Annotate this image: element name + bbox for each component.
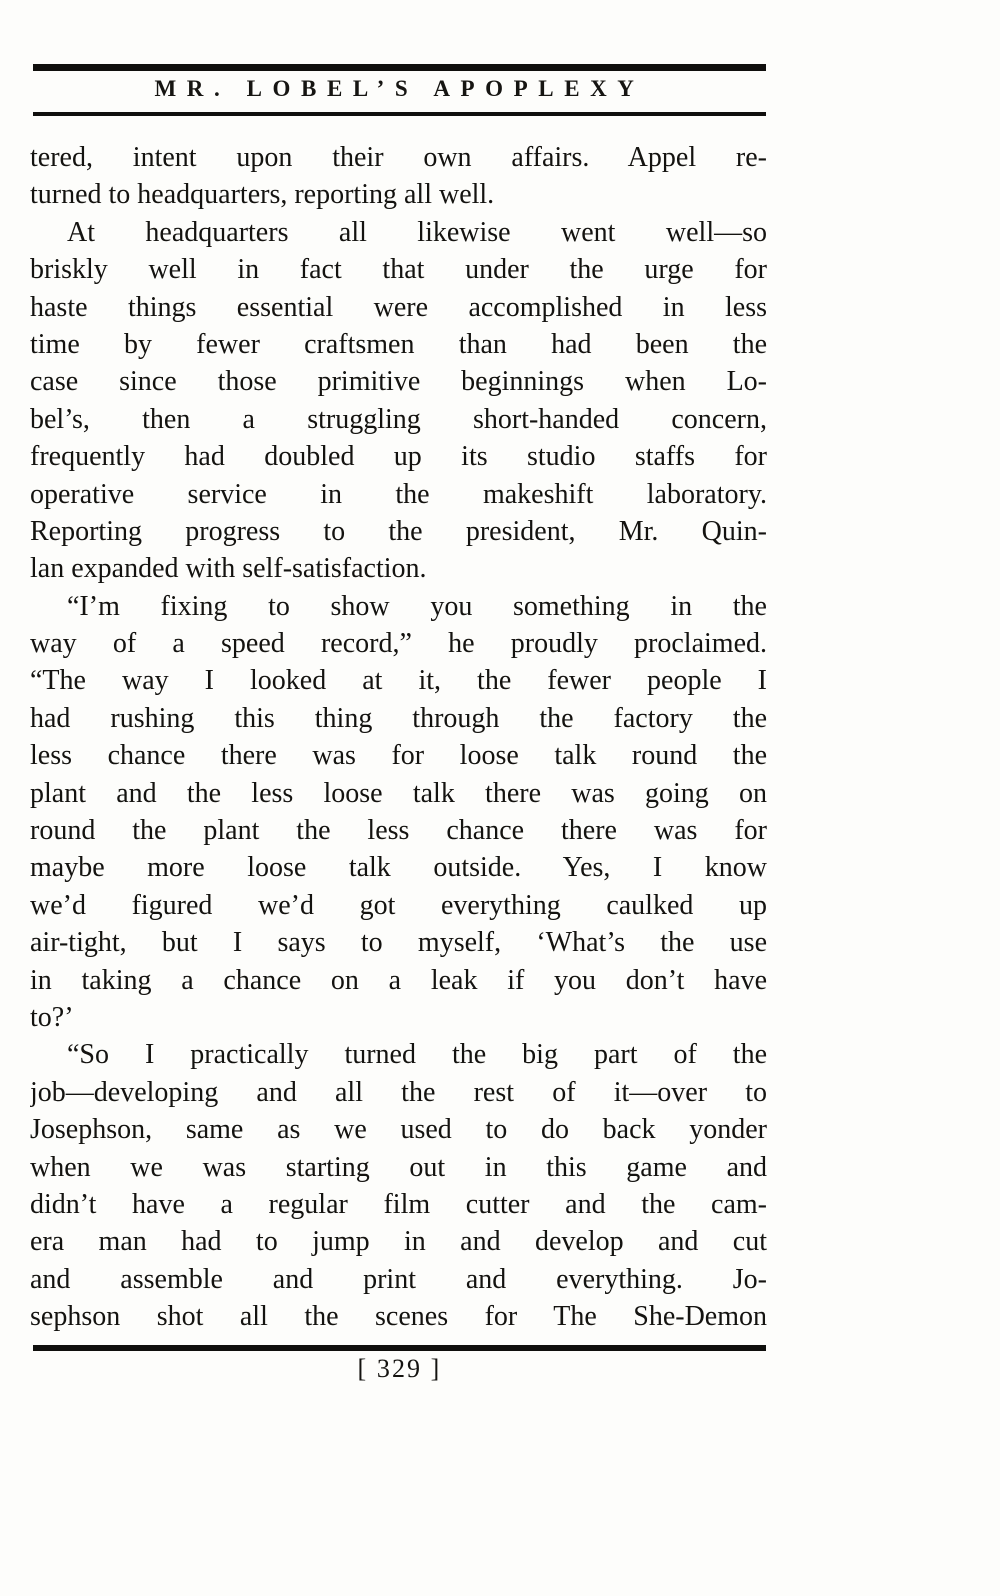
text-line: less chance there was for loose talk round the: [30, 740, 767, 772]
text-line: case since those primitive beginnings when Lo-: [30, 366, 767, 398]
header-top-rule: [33, 64, 766, 71]
text-line: haste things essential were accomplished in less: [30, 291, 767, 323]
text-line: air-tight, but I says to myself, ‘What’s the use: [30, 927, 767, 959]
text-line: turned to headquarters, reporting all well.: [30, 179, 495, 211]
text-line: tered, intent upon their own affairs. Appel re-: [30, 142, 767, 173]
text-line: “I’m fixing to show you something in the: [67, 590, 767, 622]
text-line: “The way I looked at it, the fewer people I: [30, 665, 767, 697]
text-line: lan expanded with self-satisfaction.: [30, 553, 427, 585]
text-line: time by fewer craftsmen than had been the: [30, 328, 767, 360]
text-line: operative service in the makeshift laboratory.: [30, 478, 767, 510]
header-bottom-rule: [33, 112, 766, 116]
running-header: MR. LOBEL’S APOPLEXY: [154, 76, 645, 101]
text-line: round the plant the less chance there was for: [30, 815, 767, 847]
text-line: bel’s, then a struggling short-handed concern,: [30, 403, 767, 435]
text-line: era man had to jump in and develop and cut: [30, 1226, 767, 1258]
text-line: Josephson, same as we used to do back yonder: [30, 1114, 767, 1146]
footer-rule: [33, 1345, 766, 1351]
text-line: way of a speed record,” he proudly proclaimed.: [30, 628, 767, 660]
text-line: At headquarters all likewise went well—so: [67, 216, 767, 248]
text-line: briskly well in fact that under the urge for: [30, 254, 767, 286]
body-text: [30, 139, 767, 1336]
text-line: to?’: [30, 1001, 74, 1033]
text-line: and assemble and print and everything. Jo-: [30, 1263, 767, 1295]
text-line: sephson shot all the scenes for The She-Demon: [30, 1301, 767, 1333]
text-line: frequently had doubled up its studio staffs for: [30, 441, 767, 473]
text-line: maybe more loose talk outside. Yes, I know: [30, 852, 767, 884]
text-line: Reporting progress to the president, Mr. Quin-: [30, 515, 767, 547]
page-number: [ 329 ]: [357, 1354, 442, 1383]
text-line: “So I practically turned the big part of the: [67, 1039, 767, 1071]
text-line: we’d figured we’d got everything caulked up: [30, 889, 767, 921]
text-line: in taking a chance on a leak if you don’t have: [30, 964, 767, 996]
text-line: had rushing this thing through the factory the: [30, 702, 767, 734]
text-line: when we was starting out in this game and: [30, 1151, 767, 1183]
text-line: job—developing and all the rest of it—over to: [30, 1076, 767, 1108]
text-line: didn’t have a regular film cutter and the cam-: [30, 1188, 767, 1220]
text-line: plant and the less loose talk there was going on: [30, 777, 767, 809]
